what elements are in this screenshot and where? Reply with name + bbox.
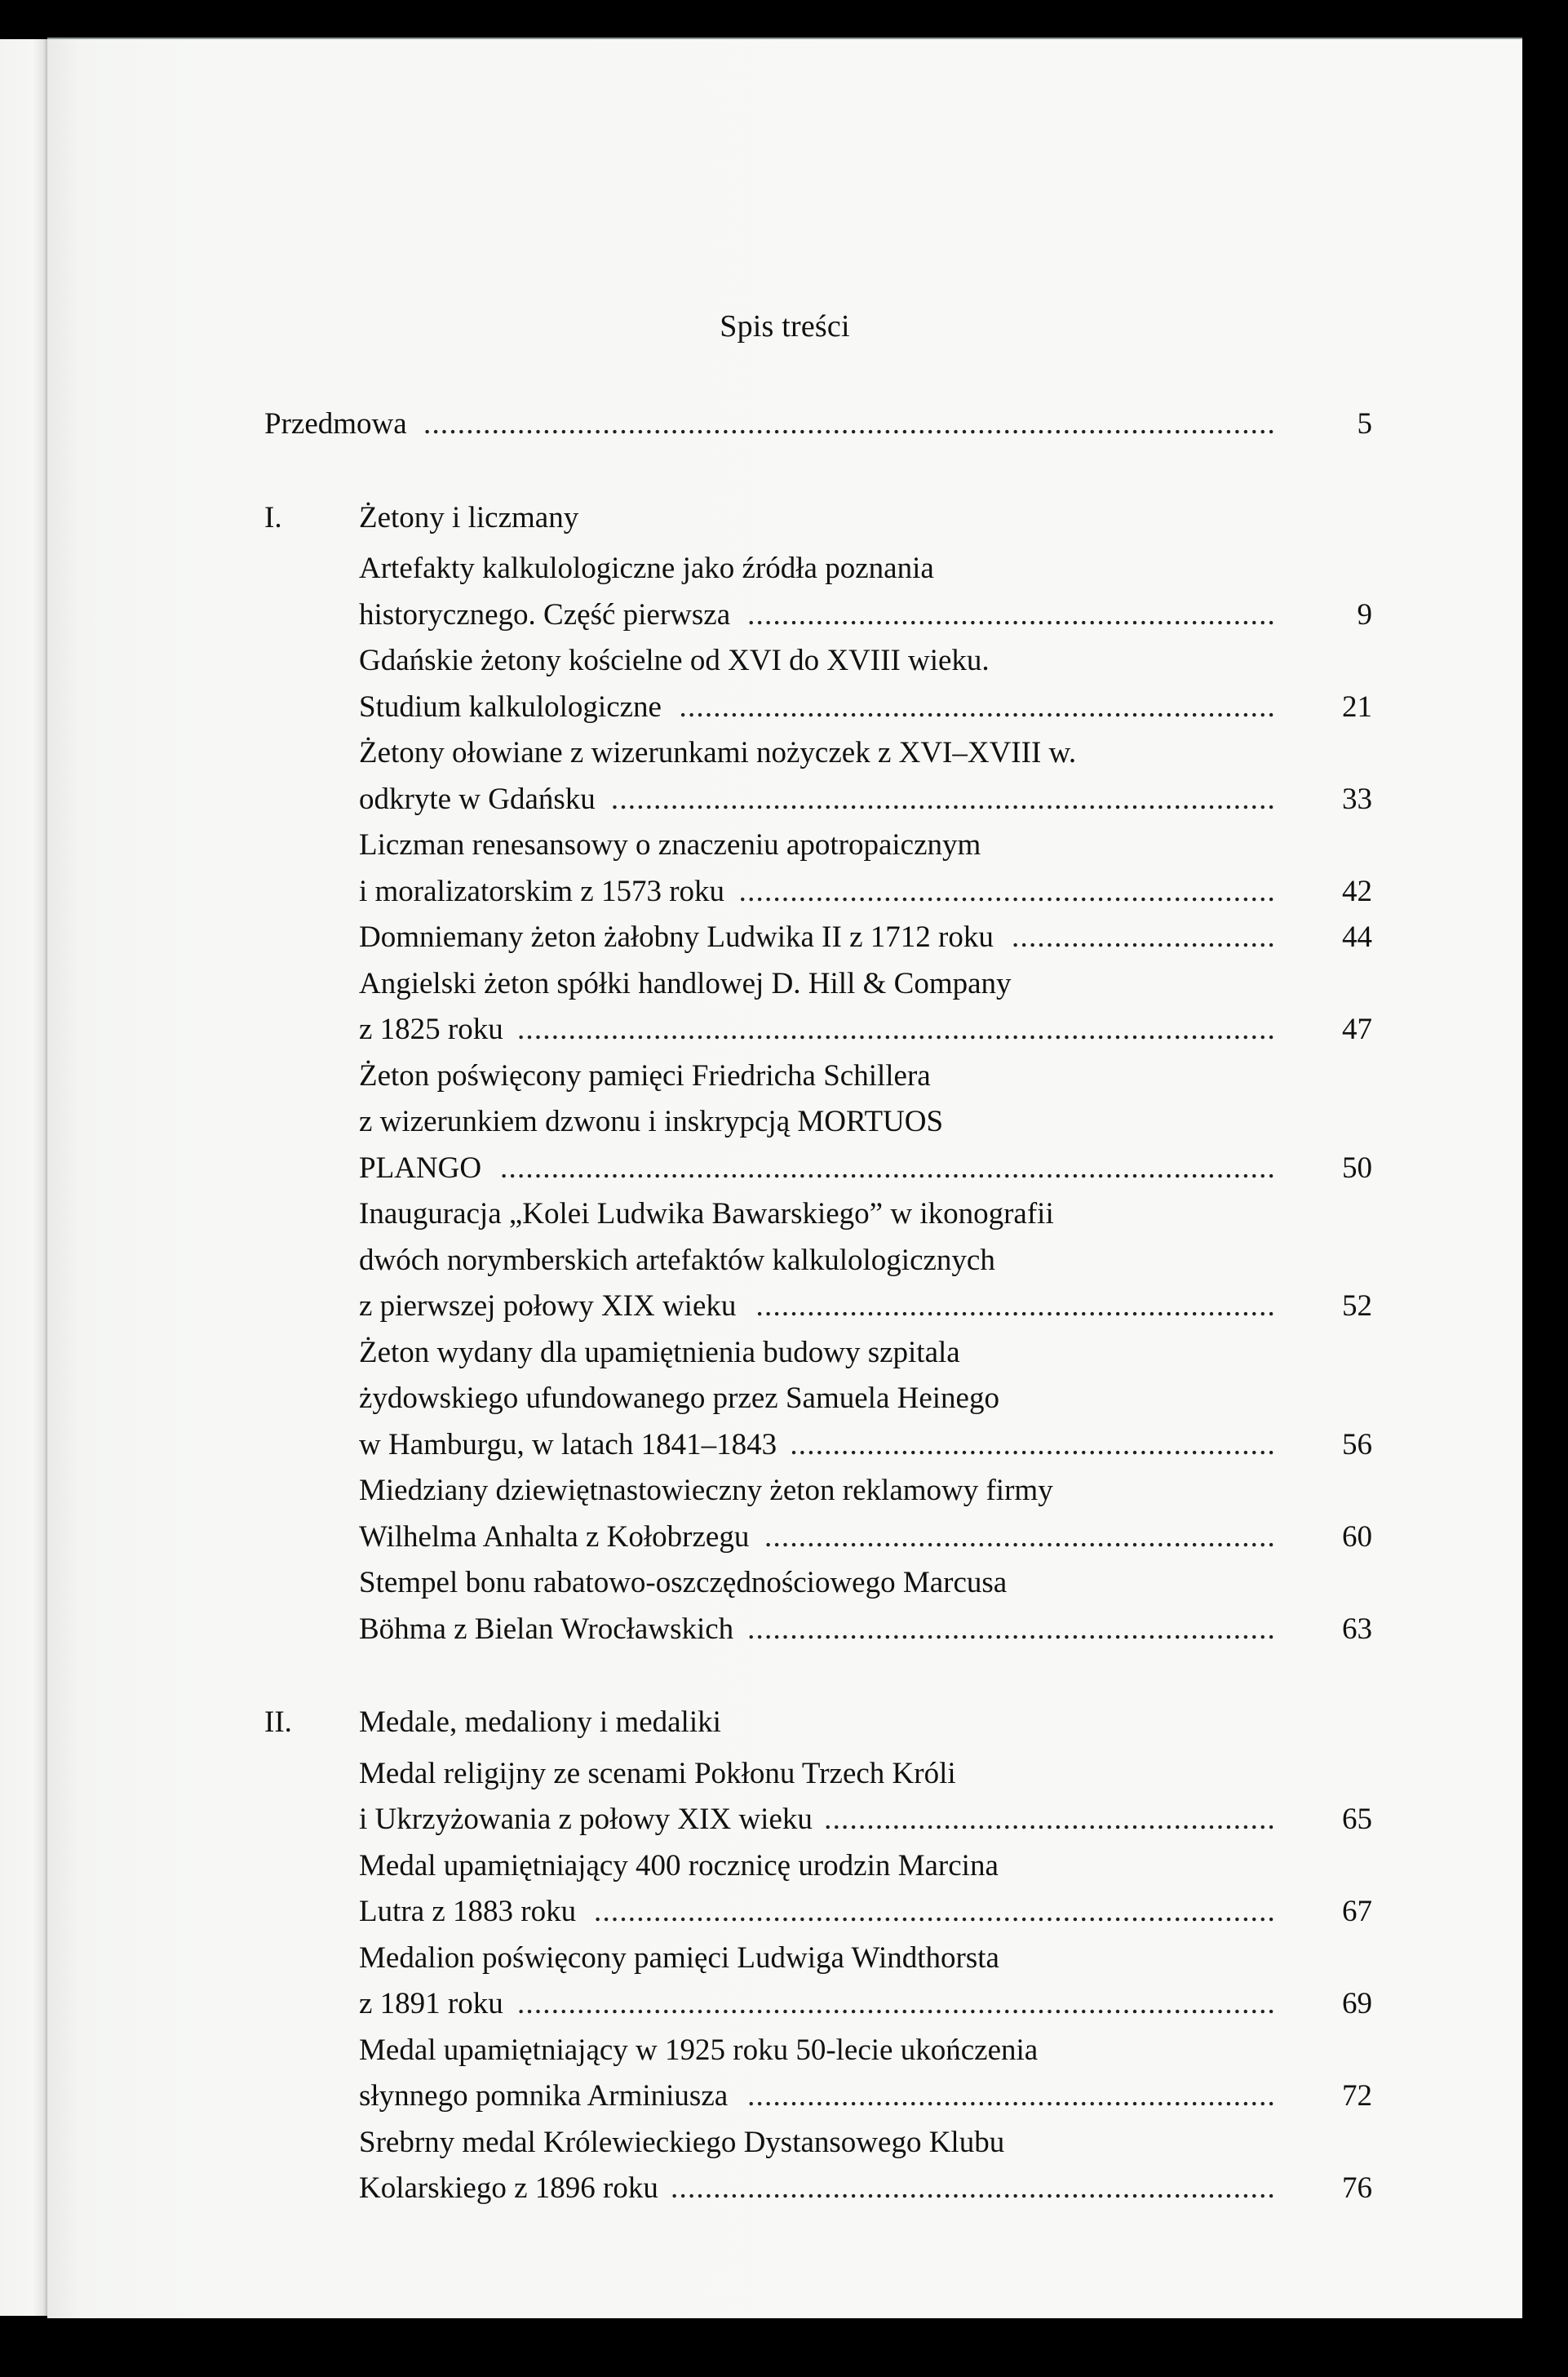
dot-leader: ...............................	[1012, 920, 1276, 954]
page-number: 47	[1342, 1013, 1372, 1046]
toc-entry-line	[264, 915, 1390, 960]
entry-title-text: Miedziany dziewiętnastowieczny żeton reklamowy firmy	[359, 1474, 1053, 1507]
page-number: 33	[1342, 782, 1372, 816]
entry-title-text: Kolarskiego z 1896 roku	[359, 2171, 658, 2205]
left-page-edge	[0, 39, 47, 2316]
entry-title-text: żydowskiego ufundowanego przez Samuela Heinego	[359, 1381, 999, 1415]
entry-title-text: Medal upamiętniający 400 rocznicę urodzin Marcina	[359, 1848, 999, 1883]
page-number: 21	[1342, 690, 1372, 724]
section-title: Medale, medaliony i medaliki	[359, 1705, 721, 1739]
page-number: 67	[1342, 1895, 1372, 1928]
dot-leader: ................................................................................	[594, 1895, 1276, 1928]
section-heading	[264, 495, 1390, 541]
entry-title-text: Lutra z 1883 roku	[359, 1895, 577, 1928]
entry-title-text: Medalion poświęcony pamięci Ludwiga Windthorsta	[359, 1940, 999, 1975]
entry-title-text: historycznego. Część pierwsza	[359, 597, 731, 632]
entry-title-text: Böhma z Bielan Wrocławskich	[359, 1612, 734, 1646]
toc-entry-line	[264, 1238, 1390, 1284]
entry-title-text: dwóch norymberskich artefaktów kalkulologicznych	[359, 1243, 995, 1277]
section-heading	[264, 1700, 1390, 1745]
toc-entry-line	[264, 2120, 1390, 2166]
toc-entry-line	[264, 592, 1390, 638]
toc-entry-line	[264, 730, 1390, 776]
toc-entry-line	[264, 961, 1390, 1007]
entry-title-text: z 1825 roku	[359, 1013, 503, 1046]
toc-entry-line	[264, 1376, 1390, 1421]
entry-title-text: Medal religijny ze scenami Pokłonu Trzech Króli	[359, 1756, 956, 1790]
toc-entry-line	[264, 1514, 1390, 1560]
entry-title-text: i Ukrzyżowania z połowy XIX wieku	[359, 1803, 813, 1836]
dot-leader: .....................................................	[824, 1803, 1276, 1836]
entry-title-text: słynnego pomnika Arminiusza	[359, 2079, 729, 2113]
toc-entry-line	[264, 401, 1390, 447]
toc-entry-line	[264, 869, 1390, 915]
section-number: I.	[264, 500, 282, 534]
dot-leader: ...............................................................	[738, 874, 1276, 908]
toc-entry-line	[264, 1191, 1390, 1237]
dot-leader: ...........................................................................................	[500, 1151, 1276, 1185]
entry-title-text: Artefakty kalkulologiczne jako źródła poznania	[359, 552, 934, 585]
entry-title-text: Gdańskie żetony kościelne od XVI do XVIII wieku.	[359, 644, 990, 677]
toc-entry-line	[264, 1751, 1390, 1797]
toc-entry-line	[264, 777, 1390, 823]
dot-leader: ....................................................................................................	[423, 407, 1276, 441]
book-page	[47, 38, 1522, 2318]
entry-title-text: PLANGO	[359, 1151, 482, 1185]
entry-title-text: Angielski żeton spółki handlowej D. Hill & Company	[359, 966, 1012, 1000]
entry-title-text: Żeton poświęcony pamięci Friedricha Schillera	[359, 1058, 931, 1093]
entry-title-text: Żetony ołowiane z wizerunkami nożyczek z XVI–XVIII w.	[359, 736, 1077, 769]
page-number: 60	[1342, 1519, 1372, 1554]
toc-entry-line	[264, 1936, 1390, 1981]
entry-title-text: Liczman renesansowy o znaczeniu apotropaicznym	[359, 828, 981, 862]
toc-entry-line	[264, 1468, 1390, 1514]
dot-leader: ......................................................................	[679, 690, 1276, 724]
entry-title-text: Inauguracja „Kolei Ludwika Bawarskiego” w ikonografii	[359, 1197, 1054, 1231]
page-number: 63	[1342, 1612, 1372, 1646]
toc-entry-line	[264, 1146, 1390, 1191]
toc-entry-line	[264, 1607, 1390, 1652]
toc-entry-line	[264, 1330, 1390, 1376]
entry-title-text: z 1891 roku	[359, 1987, 503, 2020]
entry-title-text: z pierwszej połowy XIX wieku	[359, 1289, 737, 1323]
page-number: 5	[1357, 407, 1372, 441]
toc-entry-line	[264, 2028, 1390, 2073]
toc-entry-line	[264, 2166, 1390, 2211]
entry-title-text: Domniemany żeton żałobny Ludwika II z 1712 roku	[359, 920, 994, 954]
toc-entry-line	[264, 1053, 1390, 1099]
dot-leader: .............................................................	[755, 1289, 1276, 1323]
entry-title-text: odkryte w Gdańsku	[359, 782, 596, 816]
entry-title-text: Stempel bonu rabatowo-oszczędnościowego Marcusa	[359, 1566, 1008, 1599]
entry-title-text: w Hamburgu, w latach 1841–1843	[359, 1427, 777, 1461]
toc-entry-line	[264, 1422, 1390, 1468]
page-number: 65	[1342, 1803, 1372, 1836]
toc-entry-line	[264, 1284, 1390, 1329]
toc-entry-line	[264, 1843, 1390, 1889]
page-number: 44	[1342, 920, 1372, 954]
page-number: 69	[1342, 1987, 1372, 2020]
dot-leader: .......................................................................	[671, 2171, 1276, 2205]
entry-title-text: Wilhelma Anhalta z Kołobrzegu	[359, 1519, 750, 1554]
page-title: Spis treści	[720, 309, 850, 344]
dot-leader: ..............................................................	[747, 597, 1276, 632]
entry-title-text: z wizerunkiem dzwonu i inskrypcją MORTUOS	[359, 1105, 944, 1138]
entry-title-text: Studium kalkulologiczne	[359, 690, 662, 724]
dot-leader: ..............................................................	[747, 1612, 1276, 1646]
toc-entry-line	[264, 1560, 1390, 1606]
page-number: 52	[1342, 1289, 1372, 1323]
dot-leader: .........................................................................................	[516, 1013, 1276, 1046]
dot-leader: .........................................................	[790, 1427, 1276, 1461]
dot-leader: ............................................................	[764, 1519, 1276, 1554]
entry-title-text: i moralizatorskim z 1573 roku	[359, 874, 725, 908]
page-number: 76	[1342, 2171, 1372, 2205]
toc-entry-line	[264, 546, 1390, 592]
entry-title-text: Srebrny medal Królewieckiego Dystansowego Klubu	[359, 2125, 1005, 2159]
page-number: 42	[1342, 874, 1372, 908]
toc-entry-line	[264, 1889, 1390, 1935]
toc-entry-line	[264, 638, 1390, 684]
section-title: Żetony i liczmany	[359, 500, 579, 534]
dot-leader: .........................................................................................	[516, 1987, 1276, 2020]
toc-entry-line	[264, 1981, 1390, 2027]
dot-leader: ..............................................................................	[610, 782, 1276, 816]
toc-entry-line	[264, 1099, 1390, 1145]
page-number: 56	[1342, 1427, 1372, 1461]
toc-entry-line	[264, 1007, 1390, 1053]
dot-leader: ..............................................................	[747, 2079, 1276, 2113]
page-number: 72	[1342, 2079, 1372, 2113]
toc-entry-line	[264, 1797, 1390, 1843]
section-number: II.	[264, 1705, 292, 1739]
entry-title-text: Medal upamiętniający w 1925 roku 50-lecie ukończenia	[359, 2033, 1039, 2067]
page-number: 50	[1342, 1151, 1372, 1185]
toc-entry-line	[264, 823, 1390, 868]
page-number: 9	[1357, 597, 1372, 632]
toc-entry-line	[264, 2073, 1390, 2119]
toc-entry-line	[264, 685, 1390, 730]
entry-title-text: Przedmowa	[264, 407, 407, 441]
entry-title-text: Żeton wydany dla upamiętnienia budowy szpitala	[359, 1335, 960, 1369]
